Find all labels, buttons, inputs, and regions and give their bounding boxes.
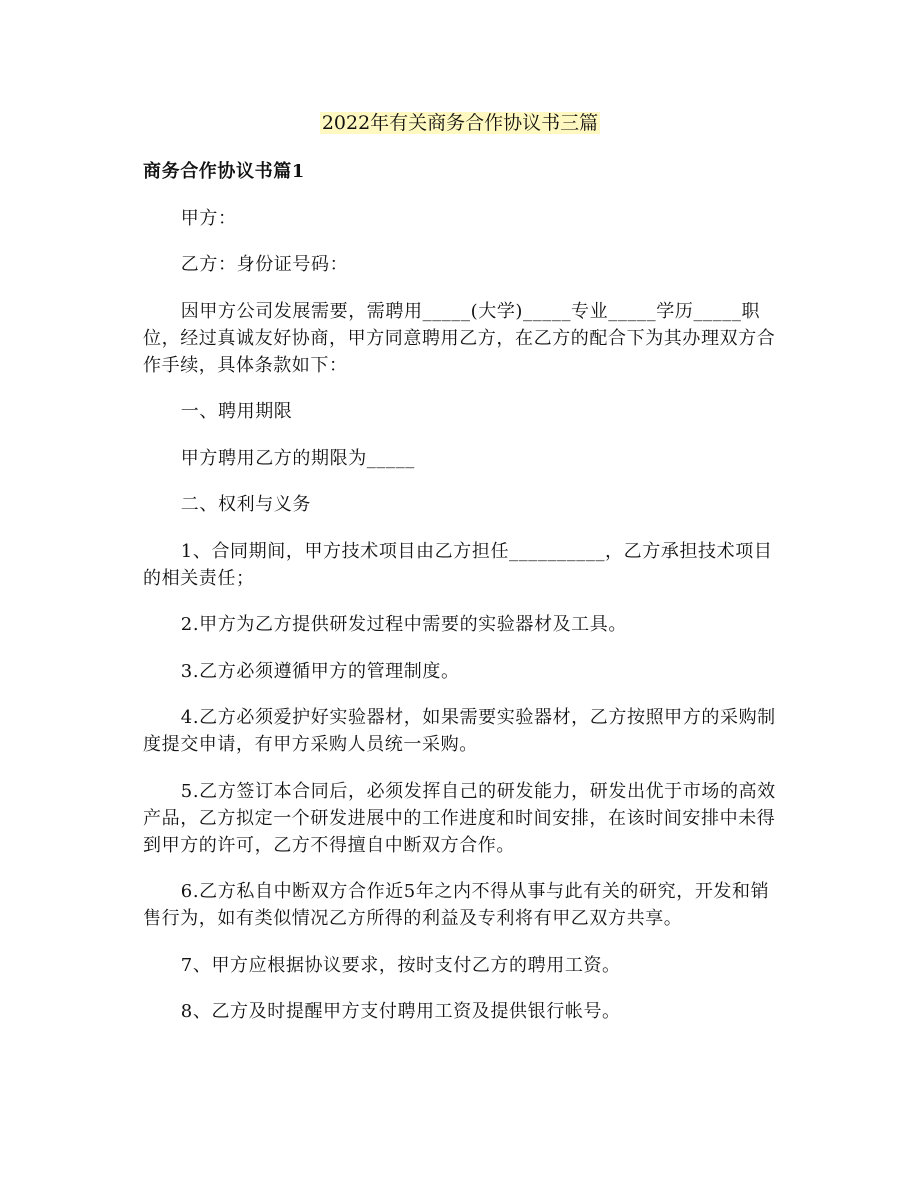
paragraph: 2.甲方为乙方提供研发过程中需要的实验器材及工具。: [180, 614, 627, 635]
document-title: [0, 110, 920, 137]
party-a-line: 甲方：: [180, 207, 237, 229]
party-b-line: 乙方：身份证号码：: [180, 254, 349, 275]
paragraph: 3.乙方必须遵循甲方的管理制度。: [180, 660, 460, 682]
clause-heading: 二、权利与义务: [180, 494, 311, 515]
paragraph: 6.乙方私自中断双方合作近5年之内不得从事与此有关的研究，开发和销售行为，如有类似情况乙方所得的利益及专利将有甲乙双方共享。: [143, 881, 770, 929]
clause-heading: 一、聘用期限: [180, 401, 293, 422]
paragraph: 8、乙方及时提醒甲方支付聘用工资及提供银行帐号。: [180, 1001, 621, 1022]
paragraph: 4.乙方必须爱护好实验器材，如果需要实验器材，乙方按照甲方的采购制度提交申请，有甲方采购人员统一采购。: [143, 707, 776, 755]
paragraph: 5.乙方签订本合同后，必须发挥自己的研发能力，研发出优于市场的高效产品，乙方拟定一个研发进展中的工作进度和时间安排，在该时间安排中未得到甲方的许可，乙方不得擅自中断双方合作。: [143, 780, 776, 856]
paragraph: 1、合同期间，甲方技术项目由乙方担任__________，乙方承担技术项目的相关责任；: [143, 540, 773, 589]
document-title-text: 2022年有关商务合作协议书三篇: [321, 112, 599, 134]
paragraph: 甲方聘用乙方的期限为_____: [180, 447, 415, 469]
document-body: [143, 158, 783, 1045]
paragraph: 7、甲方应根据协议要求，按时支付乙方的聘用工资。: [180, 954, 621, 976]
section-heading: 商务合作协议书篇1: [143, 161, 305, 182]
paragraph: 因甲方公司发展需要，需聘用_____(大学)_____专业_____学历_____职位，经过真诚友好协商，甲方同意聘用乙方，在乙方的配合下为其办理双方合作手续，具体条款如下：: [143, 300, 776, 376]
